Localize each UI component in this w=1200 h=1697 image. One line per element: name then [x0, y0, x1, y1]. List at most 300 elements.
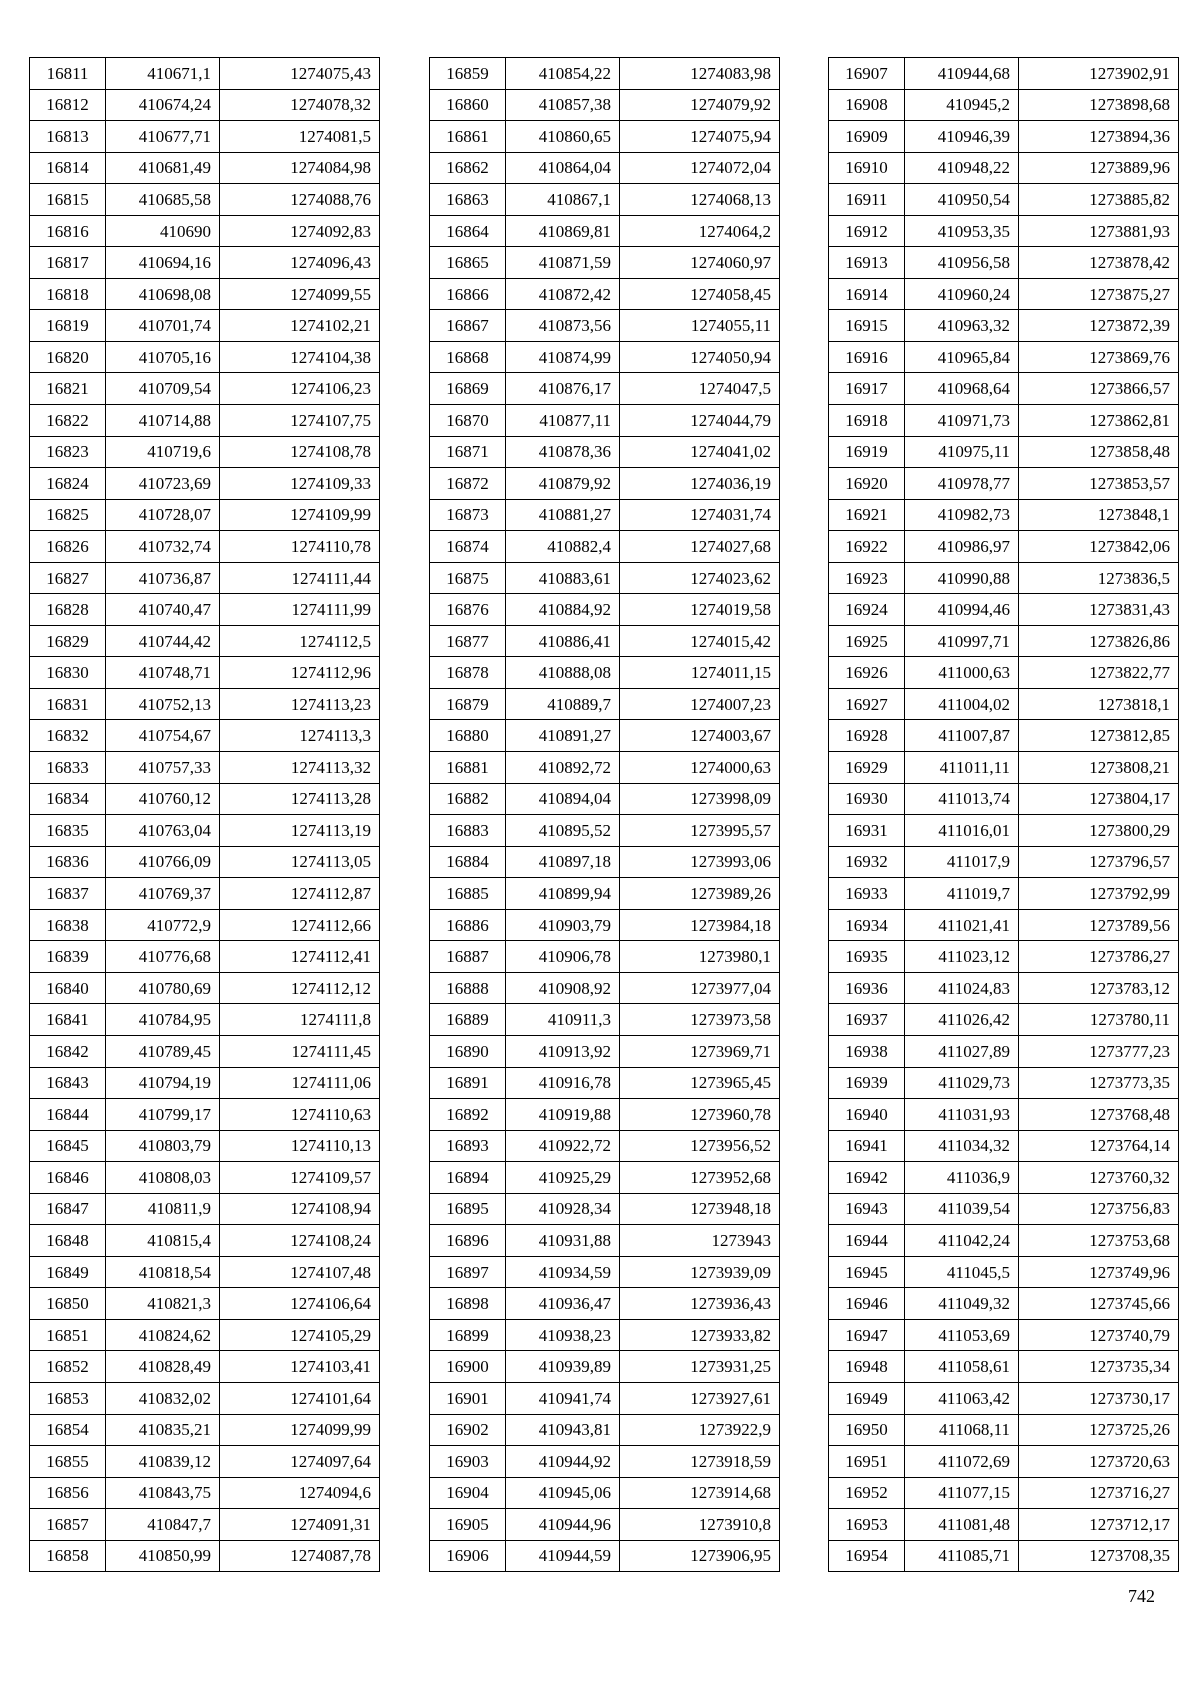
y-coordinate-cell: 1274087,78 [220, 1540, 380, 1572]
x-coordinate-cell: 410677,71 [106, 121, 220, 153]
point-number-cell: 16831 [30, 688, 106, 720]
y-coordinate-cell: 1273773,35 [1019, 1067, 1179, 1099]
y-coordinate-cell: 1273927,61 [620, 1382, 780, 1414]
point-number-cell: 16911 [829, 184, 905, 216]
table-row [829, 1067, 1179, 1099]
x-coordinate-cell: 411077,15 [905, 1477, 1019, 1509]
point-number-cell: 16839 [30, 941, 106, 973]
y-coordinate-cell: 1273989,26 [620, 878, 780, 910]
table-row [430, 720, 780, 752]
table-row [430, 1067, 780, 1099]
point-number-cell: 16930 [829, 783, 905, 815]
table-row [430, 878, 780, 910]
x-coordinate-cell: 410939,89 [506, 1351, 620, 1383]
table-row [430, 184, 780, 216]
y-coordinate-cell: 1274113,05 [220, 846, 380, 878]
table-row [829, 1004, 1179, 1036]
point-number-cell: 16835 [30, 815, 106, 847]
table-row [829, 941, 1179, 973]
table-row [430, 625, 780, 657]
table-row [30, 310, 380, 342]
table-row [430, 752, 780, 784]
point-number-cell: 16824 [30, 468, 106, 500]
x-coordinate-cell: 410876,17 [506, 373, 620, 405]
y-coordinate-cell: 1273984,18 [620, 909, 780, 941]
point-number-cell: 16938 [829, 1035, 905, 1067]
x-coordinate-cell: 410843,75 [106, 1477, 220, 1509]
point-number-cell: 16876 [430, 594, 506, 626]
x-coordinate-cell: 410811,9 [106, 1193, 220, 1225]
x-coordinate-cell: 410960,24 [905, 278, 1019, 310]
table-row [430, 1193, 780, 1225]
point-number-cell: 16921 [829, 499, 905, 531]
table-row [30, 373, 380, 405]
point-number-cell: 16865 [430, 247, 506, 279]
x-coordinate-cell: 410784,95 [106, 1004, 220, 1036]
point-number-cell: 16896 [430, 1225, 506, 1257]
point-number-cell: 16900 [430, 1351, 506, 1383]
table-row [30, 1319, 380, 1351]
x-coordinate-cell: 410754,67 [106, 720, 220, 752]
y-coordinate-cell: 1274023,62 [620, 562, 780, 594]
point-number-cell: 16812 [30, 89, 106, 121]
x-coordinate-cell: 411036,9 [905, 1162, 1019, 1194]
y-coordinate-cell: 1274113,19 [220, 815, 380, 847]
point-number-cell: 16852 [30, 1351, 106, 1383]
table-row [30, 1067, 380, 1099]
point-number-cell: 16820 [30, 341, 106, 373]
y-coordinate-cell: 1274109,99 [220, 499, 380, 531]
y-coordinate-cell: 1274111,99 [220, 594, 380, 626]
point-number-cell: 16814 [30, 152, 106, 184]
x-coordinate-cell: 410919,88 [506, 1099, 620, 1131]
table-row [829, 58, 1179, 90]
table-row [829, 405, 1179, 437]
x-coordinate-cell: 410913,92 [506, 1035, 620, 1067]
point-number-cell: 16906 [430, 1540, 506, 1572]
y-coordinate-cell: 1274112,5 [220, 625, 380, 657]
x-coordinate-cell: 410860,65 [506, 121, 620, 153]
y-coordinate-cell: 1274104,38 [220, 341, 380, 373]
point-number-cell: 16912 [829, 215, 905, 247]
table-row [430, 1351, 780, 1383]
table-row [430, 1130, 780, 1162]
coordinates-table-2 [429, 57, 780, 1572]
y-coordinate-cell: 1274105,29 [220, 1319, 380, 1351]
table-row [30, 1225, 380, 1257]
x-coordinate-cell: 410824,62 [106, 1319, 220, 1351]
x-coordinate-cell: 410971,73 [905, 405, 1019, 437]
y-coordinate-cell: 1273973,58 [620, 1004, 780, 1036]
table-row [30, 468, 380, 500]
table-row [829, 278, 1179, 310]
table-row [430, 562, 780, 594]
y-coordinate-cell: 1274111,44 [220, 562, 380, 594]
point-number-cell: 16840 [30, 972, 106, 1004]
x-coordinate-cell: 411063,42 [905, 1382, 1019, 1414]
table-row [30, 1477, 380, 1509]
x-coordinate-cell: 410899,94 [506, 878, 620, 910]
y-coordinate-cell: 1274097,64 [220, 1446, 380, 1478]
y-coordinate-cell: 1273760,32 [1019, 1162, 1179, 1194]
point-number-cell: 16890 [430, 1035, 506, 1067]
table-row [829, 783, 1179, 815]
table-row [829, 1288, 1179, 1320]
y-coordinate-cell: 1274079,92 [620, 89, 780, 121]
point-number-cell: 16832 [30, 720, 106, 752]
table-row [829, 310, 1179, 342]
x-coordinate-cell: 410925,29 [506, 1162, 620, 1194]
point-number-cell: 16915 [829, 310, 905, 342]
table-row [30, 247, 380, 279]
table-row [829, 1162, 1179, 1194]
x-coordinate-cell: 410965,84 [905, 341, 1019, 373]
point-number-cell: 16872 [430, 468, 506, 500]
point-number-cell: 16823 [30, 436, 106, 468]
point-number-cell: 16907 [829, 58, 905, 90]
x-coordinate-cell: 410997,71 [905, 625, 1019, 657]
x-coordinate-cell: 410803,79 [106, 1130, 220, 1162]
point-number-cell: 16916 [829, 341, 905, 373]
y-coordinate-cell: 1273786,27 [1019, 941, 1179, 973]
point-number-cell: 16827 [30, 562, 106, 594]
point-number-cell: 16902 [430, 1414, 506, 1446]
table-row [30, 1446, 380, 1478]
table-row [829, 1130, 1179, 1162]
point-number-cell: 16954 [829, 1540, 905, 1572]
x-coordinate-cell: 410857,38 [506, 89, 620, 121]
point-number-cell: 16817 [30, 247, 106, 279]
point-number-cell: 16838 [30, 909, 106, 941]
point-number-cell: 16893 [430, 1130, 506, 1162]
table-row [829, 1193, 1179, 1225]
point-number-cell: 16846 [30, 1162, 106, 1194]
table-row [430, 1099, 780, 1131]
y-coordinate-cell: 1273980,1 [620, 941, 780, 973]
x-coordinate-cell: 410886,41 [506, 625, 620, 657]
x-coordinate-cell: 410884,92 [506, 594, 620, 626]
point-number-cell: 16869 [430, 373, 506, 405]
table-row [430, 215, 780, 247]
x-coordinate-cell: 410685,58 [106, 184, 220, 216]
y-coordinate-cell: 1273858,48 [1019, 436, 1179, 468]
table-row [829, 1099, 1179, 1131]
x-coordinate-cell: 410944,96 [506, 1509, 620, 1541]
point-number-cell: 16898 [430, 1288, 506, 1320]
point-number-cell: 16946 [829, 1288, 905, 1320]
x-coordinate-cell: 410681,49 [106, 152, 220, 184]
point-number-cell: 16870 [430, 405, 506, 437]
y-coordinate-cell: 1273875,27 [1019, 278, 1179, 310]
x-coordinate-cell: 410864,04 [506, 152, 620, 184]
table-row [829, 121, 1179, 153]
table-row [30, 941, 380, 973]
table-row [430, 941, 780, 973]
y-coordinate-cell: 1273735,34 [1019, 1351, 1179, 1383]
table-row [30, 878, 380, 910]
point-number-cell: 16826 [30, 531, 106, 563]
x-coordinate-cell: 410850,99 [106, 1540, 220, 1572]
table-row [829, 720, 1179, 752]
point-number-cell: 16891 [430, 1067, 506, 1099]
x-coordinate-cell: 410871,59 [506, 247, 620, 279]
point-number-cell: 16841 [30, 1004, 106, 1036]
table-row [30, 815, 380, 847]
table-row [430, 815, 780, 847]
y-coordinate-cell: 1273848,1 [1019, 499, 1179, 531]
y-coordinate-cell: 1274047,5 [620, 373, 780, 405]
y-coordinate-cell: 1274050,94 [620, 341, 780, 373]
x-coordinate-cell: 410690 [106, 215, 220, 247]
x-coordinate-cell: 410948,22 [905, 152, 1019, 184]
x-coordinate-cell: 411019,7 [905, 878, 1019, 910]
point-number-cell: 16875 [430, 562, 506, 594]
table-row [30, 1288, 380, 1320]
point-number-cell: 16858 [30, 1540, 106, 1572]
x-coordinate-cell: 411081,48 [905, 1509, 1019, 1541]
x-coordinate-cell: 411049,32 [905, 1288, 1019, 1320]
table-row [829, 625, 1179, 657]
y-coordinate-cell: 1273910,8 [620, 1509, 780, 1541]
table-row [430, 121, 780, 153]
y-coordinate-cell: 1274088,76 [220, 184, 380, 216]
table-row [829, 1225, 1179, 1257]
x-coordinate-cell: 411024,83 [905, 972, 1019, 1004]
y-coordinate-cell: 1274109,33 [220, 468, 380, 500]
x-coordinate-cell: 410894,04 [506, 783, 620, 815]
y-coordinate-cell: 1273866,57 [1019, 373, 1179, 405]
point-number-cell: 16873 [430, 499, 506, 531]
x-coordinate-cell: 411021,41 [905, 909, 1019, 941]
point-number-cell: 16918 [829, 405, 905, 437]
x-coordinate-cell: 410936,47 [506, 1288, 620, 1320]
y-coordinate-cell: 1273822,77 [1019, 657, 1179, 689]
y-coordinate-cell: 1274113,23 [220, 688, 380, 720]
point-number-cell: 16950 [829, 1414, 905, 1446]
table-row [430, 594, 780, 626]
x-coordinate-cell: 410728,07 [106, 499, 220, 531]
table-row [430, 58, 780, 90]
y-coordinate-cell: 1274091,31 [220, 1509, 380, 1541]
y-coordinate-cell: 1274011,15 [620, 657, 780, 689]
point-number-cell: 16843 [30, 1067, 106, 1099]
point-number-cell: 16867 [430, 310, 506, 342]
y-coordinate-cell: 1273842,06 [1019, 531, 1179, 563]
point-number-cell: 16940 [829, 1099, 905, 1131]
y-coordinate-cell: 1273889,96 [1019, 152, 1179, 184]
x-coordinate-cell: 410882,4 [506, 531, 620, 563]
point-number-cell: 16939 [829, 1067, 905, 1099]
coordinates-table-3 [828, 57, 1179, 1572]
x-coordinate-cell: 410752,13 [106, 688, 220, 720]
x-coordinate-cell: 410878,36 [506, 436, 620, 468]
x-coordinate-cell: 411007,87 [905, 720, 1019, 752]
table-row [829, 1256, 1179, 1288]
y-coordinate-cell: 1273831,43 [1019, 594, 1179, 626]
table-row [430, 310, 780, 342]
point-number-cell: 16825 [30, 499, 106, 531]
table-row [430, 1162, 780, 1194]
y-coordinate-cell: 1274113,3 [220, 720, 380, 752]
x-coordinate-cell: 410794,19 [106, 1067, 220, 1099]
point-number-cell: 16862 [430, 152, 506, 184]
x-coordinate-cell: 410903,79 [506, 909, 620, 941]
x-coordinate-cell: 410847,7 [106, 1509, 220, 1541]
y-coordinate-cell: 1273712,17 [1019, 1509, 1179, 1541]
point-number-cell: 16927 [829, 688, 905, 720]
x-coordinate-cell: 410895,52 [506, 815, 620, 847]
y-coordinate-cell: 1273943 [620, 1225, 780, 1257]
y-coordinate-cell: 1273796,57 [1019, 846, 1179, 878]
table-row [30, 752, 380, 784]
x-coordinate-cell: 411031,93 [905, 1099, 1019, 1131]
point-number-cell: 16871 [430, 436, 506, 468]
point-number-cell: 16903 [430, 1446, 506, 1478]
y-coordinate-cell: 1273818,1 [1019, 688, 1179, 720]
table-row [30, 625, 380, 657]
table-row [829, 1540, 1179, 1572]
x-coordinate-cell: 410769,37 [106, 878, 220, 910]
table-row [30, 499, 380, 531]
x-coordinate-cell: 410748,71 [106, 657, 220, 689]
point-number-cell: 16913 [829, 247, 905, 279]
x-coordinate-cell: 410889,7 [506, 688, 620, 720]
x-coordinate-cell: 410719,6 [106, 436, 220, 468]
point-number-cell: 16845 [30, 1130, 106, 1162]
table-row [829, 531, 1179, 563]
point-number-cell: 16833 [30, 752, 106, 784]
point-number-cell: 16819 [30, 310, 106, 342]
y-coordinate-cell: 1274108,24 [220, 1225, 380, 1257]
y-coordinate-cell: 1273749,96 [1019, 1256, 1179, 1288]
x-coordinate-cell: 410956,58 [905, 247, 1019, 279]
point-number-cell: 16917 [829, 373, 905, 405]
y-coordinate-cell: 1274101,64 [220, 1382, 380, 1414]
x-coordinate-cell: 410818,54 [106, 1256, 220, 1288]
table-row [829, 499, 1179, 531]
x-coordinate-cell: 410968,64 [905, 373, 1019, 405]
x-coordinate-cell: 410723,69 [106, 468, 220, 500]
x-coordinate-cell: 410763,04 [106, 815, 220, 847]
table-row [30, 562, 380, 594]
point-number-cell: 16842 [30, 1035, 106, 1067]
table-row [30, 909, 380, 941]
y-coordinate-cell: 1273872,39 [1019, 310, 1179, 342]
x-coordinate-cell: 411013,74 [905, 783, 1019, 815]
x-coordinate-cell: 411034,32 [905, 1130, 1019, 1162]
point-number-cell: 16905 [430, 1509, 506, 1541]
table-row [829, 215, 1179, 247]
x-coordinate-cell: 410879,92 [506, 468, 620, 500]
point-number-cell: 16942 [829, 1162, 905, 1194]
x-coordinate-cell: 410941,74 [506, 1382, 620, 1414]
point-number-cell: 16937 [829, 1004, 905, 1036]
table-row [829, 1509, 1179, 1541]
x-coordinate-cell: 410938,23 [506, 1319, 620, 1351]
x-coordinate-cell: 411039,54 [905, 1193, 1019, 1225]
table-row [30, 121, 380, 153]
x-coordinate-cell: 411053,69 [905, 1319, 1019, 1351]
table-row [30, 594, 380, 626]
x-coordinate-cell: 410694,16 [106, 247, 220, 279]
x-coordinate-cell: 410982,73 [905, 499, 1019, 531]
table-row [829, 373, 1179, 405]
y-coordinate-cell: 1273922,9 [620, 1414, 780, 1446]
y-coordinate-cell: 1274107,48 [220, 1256, 380, 1288]
point-number-cell: 16936 [829, 972, 905, 1004]
point-number-cell: 16864 [430, 215, 506, 247]
table-row [30, 215, 380, 247]
table-row [30, 1540, 380, 1572]
y-coordinate-cell: 1274106,64 [220, 1288, 380, 1320]
point-number-cell: 16828 [30, 594, 106, 626]
y-coordinate-cell: 1273993,06 [620, 846, 780, 878]
table-row [829, 468, 1179, 500]
y-coordinate-cell: 1274111,06 [220, 1067, 380, 1099]
y-coordinate-cell: 1273780,11 [1019, 1004, 1179, 1036]
point-number-cell: 16899 [430, 1319, 506, 1351]
x-coordinate-cell: 410892,72 [506, 752, 620, 784]
x-coordinate-cell: 410990,88 [905, 562, 1019, 594]
x-coordinate-cell: 410928,34 [506, 1193, 620, 1225]
y-coordinate-cell: 1274092,83 [220, 215, 380, 247]
y-coordinate-cell: 1273885,82 [1019, 184, 1179, 216]
y-coordinate-cell: 1273878,42 [1019, 247, 1179, 279]
point-number-cell: 16929 [829, 752, 905, 784]
x-coordinate-cell: 411029,73 [905, 1067, 1019, 1099]
point-number-cell: 16928 [829, 720, 905, 752]
x-coordinate-cell: 410835,21 [106, 1414, 220, 1446]
table-row [829, 909, 1179, 941]
x-coordinate-cell: 410874,99 [506, 341, 620, 373]
table-row [430, 468, 780, 500]
x-coordinate-cell: 411072,69 [905, 1446, 1019, 1478]
y-coordinate-cell: 1274078,32 [220, 89, 380, 121]
point-number-cell: 16910 [829, 152, 905, 184]
x-coordinate-cell: 410808,03 [106, 1162, 220, 1194]
point-number-cell: 16853 [30, 1382, 106, 1414]
x-coordinate-cell: 410963,32 [905, 310, 1019, 342]
point-number-cell: 16932 [829, 846, 905, 878]
point-number-cell: 16854 [30, 1414, 106, 1446]
x-coordinate-cell: 411085,71 [905, 1540, 1019, 1572]
point-number-cell: 16863 [430, 184, 506, 216]
y-coordinate-cell: 1274031,74 [620, 499, 780, 531]
table-row [430, 278, 780, 310]
x-coordinate-cell: 410736,87 [106, 562, 220, 594]
point-number-cell: 16849 [30, 1256, 106, 1288]
table-row [30, 1099, 380, 1131]
table-row [430, 1225, 780, 1257]
y-coordinate-cell: 1274107,75 [220, 405, 380, 437]
y-coordinate-cell: 1273800,29 [1019, 815, 1179, 847]
y-coordinate-cell: 1273768,48 [1019, 1099, 1179, 1131]
y-coordinate-cell: 1273789,56 [1019, 909, 1179, 941]
y-coordinate-cell: 1274111,8 [220, 1004, 380, 1036]
y-coordinate-cell: 1274084,98 [220, 152, 380, 184]
y-coordinate-cell: 1273918,59 [620, 1446, 780, 1478]
x-coordinate-cell: 410760,12 [106, 783, 220, 815]
point-number-cell: 16856 [30, 1477, 106, 1509]
y-coordinate-cell: 1273914,68 [620, 1477, 780, 1509]
x-coordinate-cell: 410881,27 [506, 499, 620, 531]
table-row [430, 783, 780, 815]
table-row [829, 152, 1179, 184]
x-coordinate-cell: 410828,49 [106, 1351, 220, 1383]
point-number-cell: 16859 [430, 58, 506, 90]
table-row [30, 1193, 380, 1225]
point-number-cell: 16931 [829, 815, 905, 847]
